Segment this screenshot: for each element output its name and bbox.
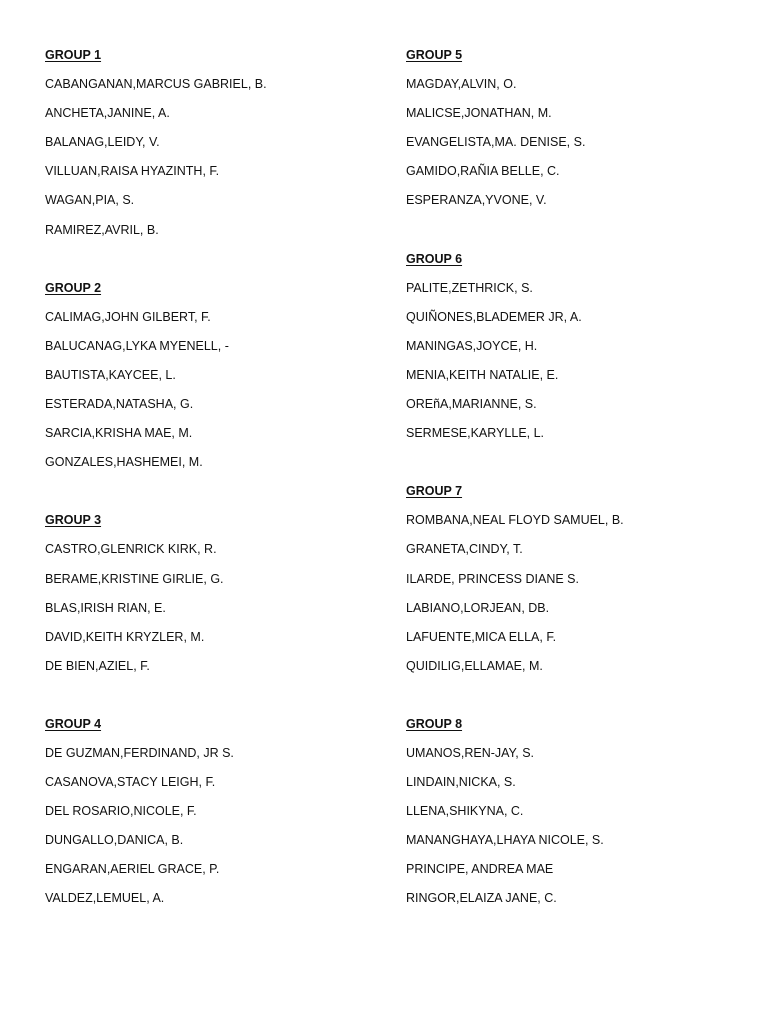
member-name: DE GUZMAN,FERDINAND, JR S. bbox=[45, 745, 234, 760]
member-name: OREñA,MARIANNE, S. bbox=[406, 397, 537, 412]
member-name: BALANAG,LEIDY, V. bbox=[45, 135, 160, 150]
group-8 bbox=[406, 710, 736, 914]
member-name: BAUTISTA,KAYCEE, L. bbox=[45, 367, 176, 382]
member-name: UMANOS,REN-JAY, S. bbox=[406, 745, 535, 760]
member-name: RINGOR,ELAIZA JANE, C. bbox=[406, 891, 557, 906]
member-name: CASANOVA,STACY LEIGH, F. bbox=[45, 775, 216, 790]
member-name: PRINCIPE, ANDREA MAE bbox=[406, 862, 554, 877]
member-name: VILLUAN,RAISA HYAZINTH, F. bbox=[45, 164, 220, 179]
member-name: EVANGELISTA,MA. DENISE, S. bbox=[406, 135, 586, 150]
member-name: ILARDE, PRINCESS DIANE S. bbox=[406, 571, 579, 586]
member-name: SERMESE,KARYLLE, L. bbox=[406, 426, 545, 441]
member-list bbox=[406, 274, 736, 449]
member-name: ESPERANZA,YVONE, V. bbox=[406, 193, 547, 208]
member-name: DE BIEN,AZIEL, F. bbox=[45, 658, 150, 673]
member-list bbox=[45, 303, 375, 478]
left-column bbox=[45, 41, 375, 914]
group-title: GROUP 2 bbox=[45, 280, 102, 295]
member-name: GONZALES,HASHEMEI, M. bbox=[45, 455, 203, 470]
member-name: PALITE,ZETHRICK, S. bbox=[406, 280, 533, 295]
right-column bbox=[406, 41, 736, 914]
group-5 bbox=[406, 41, 736, 216]
group-title: GROUP 7 bbox=[406, 484, 463, 499]
group-6 bbox=[406, 245, 736, 449]
group-1 bbox=[45, 41, 375, 245]
member-name: ESTERADA,NATASHA, G. bbox=[45, 397, 194, 412]
member-name: DAVID,KEITH KRYZLER, M. bbox=[45, 629, 205, 644]
member-name: VALDEZ,LEMUEL, A. bbox=[45, 891, 165, 906]
member-name: ROMBANA,NEAL FLOYD SAMUEL, B. bbox=[406, 513, 624, 528]
member-list bbox=[406, 506, 736, 681]
member-name: WAGAN,PIA, S. bbox=[45, 193, 135, 208]
group-title: GROUP 5 bbox=[406, 48, 463, 62]
member-name: QUIDILIG,ELLAMAE, M. bbox=[406, 658, 543, 673]
member-name: LLENA,SHIKYNA, C. bbox=[406, 804, 524, 819]
member-name: GAMIDO,RAÑIA BELLE, C. bbox=[406, 164, 560, 179]
member-name: QUIÑONES,BLADEMER JR, A. bbox=[406, 309, 582, 324]
member-name: DUNGALLO,DANICA, B. bbox=[45, 833, 184, 848]
member-name: CALIMAG,JOHN GILBERT, F. bbox=[45, 309, 211, 324]
member-name: ENGARAN,AERIEL GRACE, P. bbox=[45, 862, 220, 877]
member-list bbox=[45, 535, 375, 680]
member-name: ANCHETA,JANINE, A. bbox=[45, 106, 170, 121]
member-name: RAMIREZ,AVRIL, B. bbox=[45, 222, 159, 237]
member-name: LAFUENTE,MICA ELLA, F. bbox=[406, 629, 557, 644]
group-2 bbox=[45, 274, 375, 478]
member-name: BALUCANAG,LYKA MYENELL, - bbox=[45, 338, 229, 353]
member-list bbox=[45, 70, 375, 245]
group-3 bbox=[45, 506, 375, 681]
group-title: GROUP 1 bbox=[45, 48, 102, 62]
member-name: BLAS,IRISH RIAN, E. bbox=[45, 600, 166, 615]
group-title: GROUP 4 bbox=[45, 716, 102, 731]
member-name: SARCIA,KRISHA MAE, M. bbox=[45, 426, 193, 441]
member-list bbox=[406, 739, 736, 914]
member-name: LABIANO,LORJEAN, DB. bbox=[406, 600, 550, 615]
group-7 bbox=[406, 477, 736, 681]
member-name: LINDAIN,NICKA, S. bbox=[406, 775, 516, 790]
member-name: GRANETA,CINDY, T. bbox=[406, 542, 523, 557]
member-name: BERAME,KRISTINE GIRLIE, G. bbox=[45, 571, 224, 586]
member-name: MENIA,KEITH NATALIE, E. bbox=[406, 367, 559, 382]
member-list bbox=[45, 739, 375, 914]
member-name: MALICSE,JONATHAN, M. bbox=[406, 106, 552, 121]
group-4 bbox=[45, 710, 375, 914]
member-name: MANINGAS,JOYCE, H. bbox=[406, 338, 538, 353]
group-title: GROUP 6 bbox=[406, 251, 463, 266]
member-name: MANANGHAYA,LHAYA NICOLE, S. bbox=[406, 833, 604, 848]
member-name: MAGDAY,ALVIN, O. bbox=[406, 77, 517, 92]
member-list bbox=[406, 70, 736, 215]
group-title: GROUP 3 bbox=[45, 513, 102, 528]
member-name: CABANGANAN,MARCUS GABRIEL, B. bbox=[45, 77, 267, 92]
group-title: GROUP 8 bbox=[406, 716, 463, 731]
member-name: DEL ROSARIO,NICOLE, F. bbox=[45, 804, 197, 819]
member-name: CASTRO,GLENRICK KIRK, R. bbox=[45, 542, 217, 557]
